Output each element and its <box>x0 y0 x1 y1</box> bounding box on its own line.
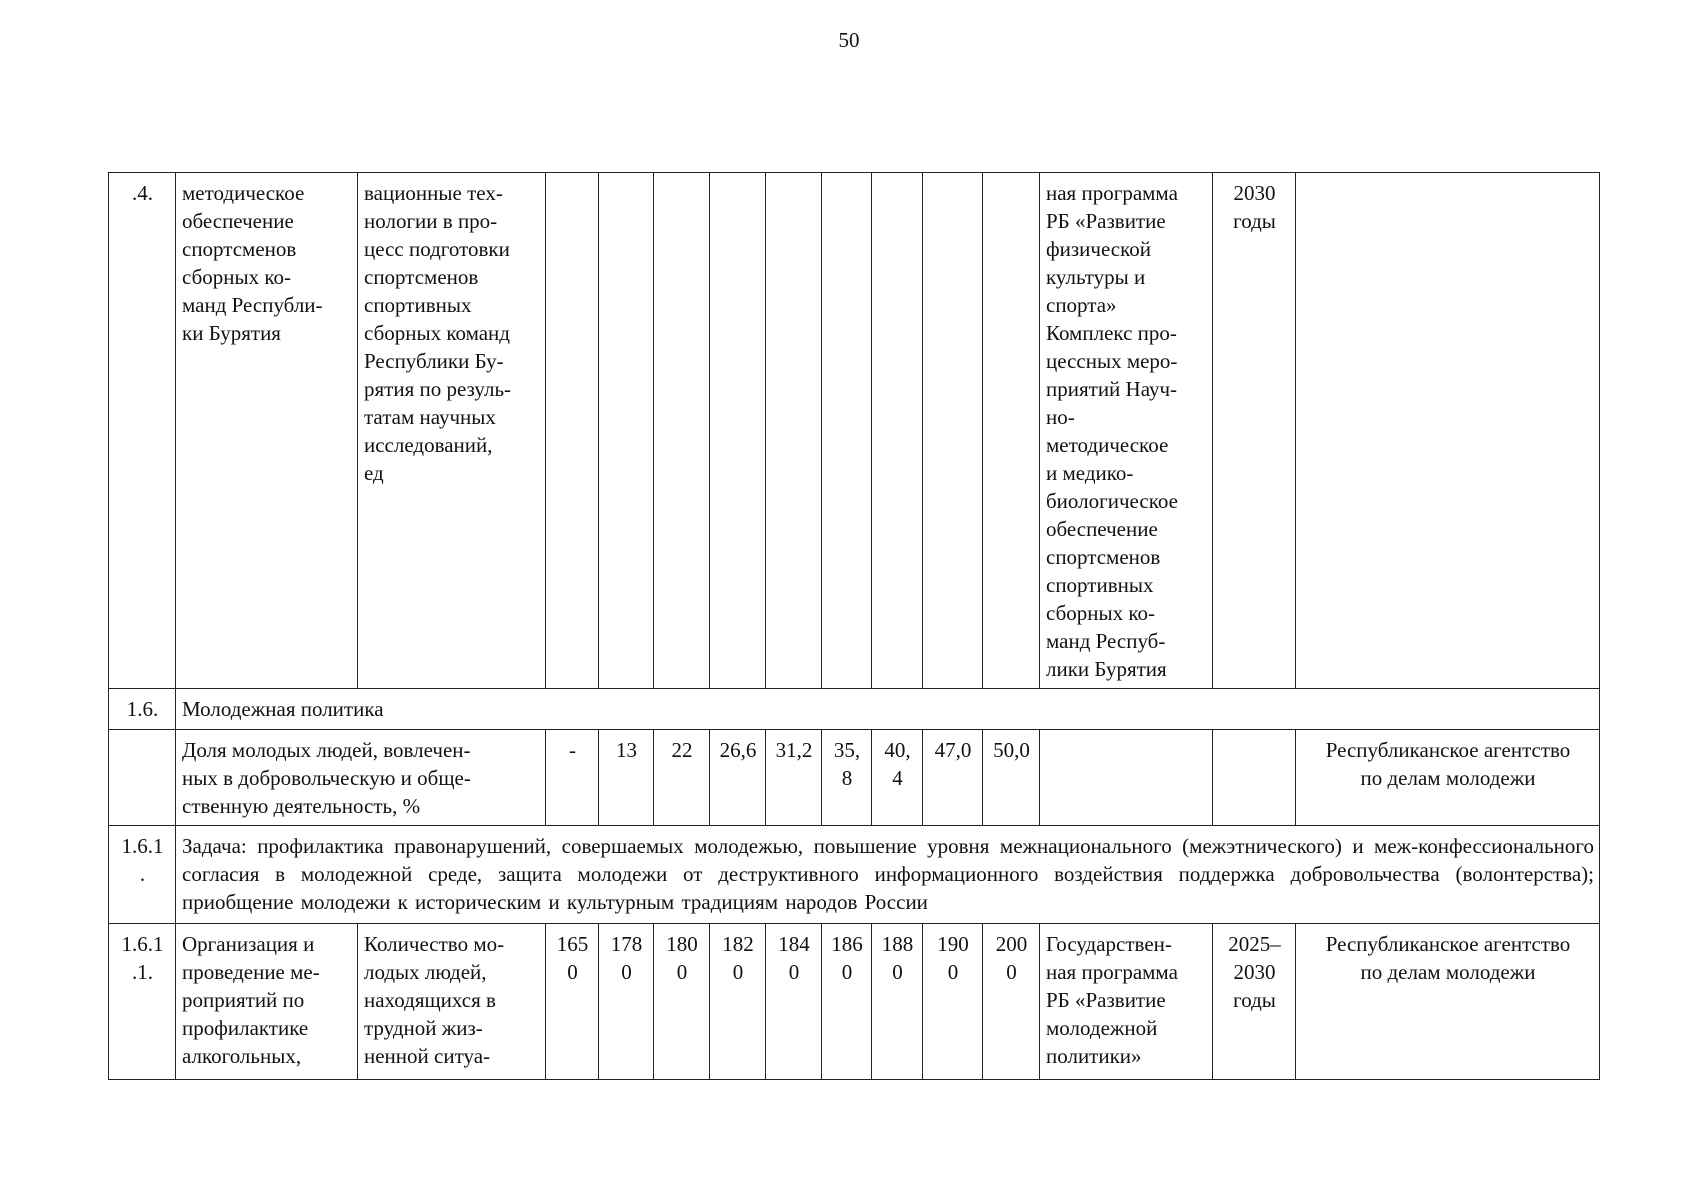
program-name: ная программа РБ «Развитие физической культуры и спорта» Комплекс про- цессных меро- приятий Науч- но- методическое и медико- биологическое обеспечение спортсменов спортивных сборных ко- манд Респуб- лики Бурятия <box>1040 173 1213 689</box>
page-number: 50 <box>838 28 860 52</box>
value-cell: 188 0 <box>872 924 923 1080</box>
implementation-years: 2025– 2030 годы <box>1213 924 1296 1080</box>
value-cell: 13 <box>599 730 654 826</box>
program-name: Государствен- ная программа РБ «Развитие молодежной политики» <box>1040 924 1213 1080</box>
value-cell <box>546 173 599 689</box>
value-cell: 22 <box>654 730 710 826</box>
table-row <box>109 730 1600 826</box>
value-cell: 165 0 <box>546 924 599 1080</box>
row-number: .4. <box>109 173 176 689</box>
value-cell: 40, 4 <box>872 730 923 826</box>
value-cell <box>822 173 872 689</box>
value-cell: 31,2 <box>766 730 822 826</box>
responsible-executor <box>1296 173 1600 689</box>
table-row <box>109 826 1600 924</box>
value-cell: 26,6 <box>710 730 766 826</box>
table-row <box>109 173 1600 689</box>
implementation-years: 2030 годы <box>1213 173 1296 689</box>
row-number: 1.6.1 .1. <box>109 924 176 1080</box>
value-cell: 47,0 <box>923 730 983 826</box>
indicator-name: Количество мо- лодых людей, находящихся в трудной жиз- ненной ситуа- <box>358 924 546 1080</box>
implementation-years <box>1213 730 1296 826</box>
value-cell: 178 0 <box>599 924 654 1080</box>
value-cell <box>654 173 710 689</box>
program-table <box>108 172 1600 1080</box>
row-number: 1.6.1 . <box>109 826 176 924</box>
row-number <box>109 730 176 826</box>
value-cell <box>766 173 822 689</box>
value-cell: 180 0 <box>654 924 710 1080</box>
value-cell: 186 0 <box>822 924 872 1080</box>
responsible-executor: Республиканское агентство по делам молодежи <box>1296 730 1600 826</box>
value-cell <box>599 173 654 689</box>
row-number: 1.6. <box>109 689 176 730</box>
measure-name: Организация и проведение ме- роприятий по профилактике алкогольных, <box>176 924 358 1080</box>
table-row <box>109 689 1600 730</box>
task-description: Задача: профилактика правонарушений, совершаемых молодежью, повышение уровня межнационального (межэтнического) и меж-конфессионального согласия в молодежной среде, защита молодежи от деструктивного информационного воздействия поддержка добровольчества (волонтерства); приобщение молодежи к историческим и культурным традициям народов России <box>176 826 1600 924</box>
section-title: Молодежная политика <box>176 689 1600 730</box>
table-row <box>109 924 1600 1080</box>
value-cell: 182 0 <box>710 924 766 1080</box>
value-cell: 35, 8 <box>822 730 872 826</box>
value-cell <box>710 173 766 689</box>
indicator-name: Доля молодых людей, вовлечен- ных в добровольческую и обще- ственную деятельность, % <box>176 730 546 826</box>
measure-name: методическое обеспечение спортсменов сборных ко- манд Республи- ки Бурятия <box>176 173 358 689</box>
value-cell: 184 0 <box>766 924 822 1080</box>
responsible-executor: Республиканское агентство по делам молодежи <box>1296 924 1600 1080</box>
value-cell <box>983 173 1040 689</box>
value-cell: - <box>546 730 599 826</box>
indicator-name: вационные тех- нологии в про- цесс подготовки спортсменов спортивных сборных команд Республики Бу- рятия по резуль- татам научных исследований, ед <box>358 173 546 689</box>
value-cell: 190 0 <box>923 924 983 1080</box>
value-cell: 50,0 <box>983 730 1040 826</box>
value-cell <box>923 173 983 689</box>
program-name <box>1040 730 1213 826</box>
value-cell: 200 0 <box>983 924 1040 1080</box>
value-cell <box>872 173 923 689</box>
